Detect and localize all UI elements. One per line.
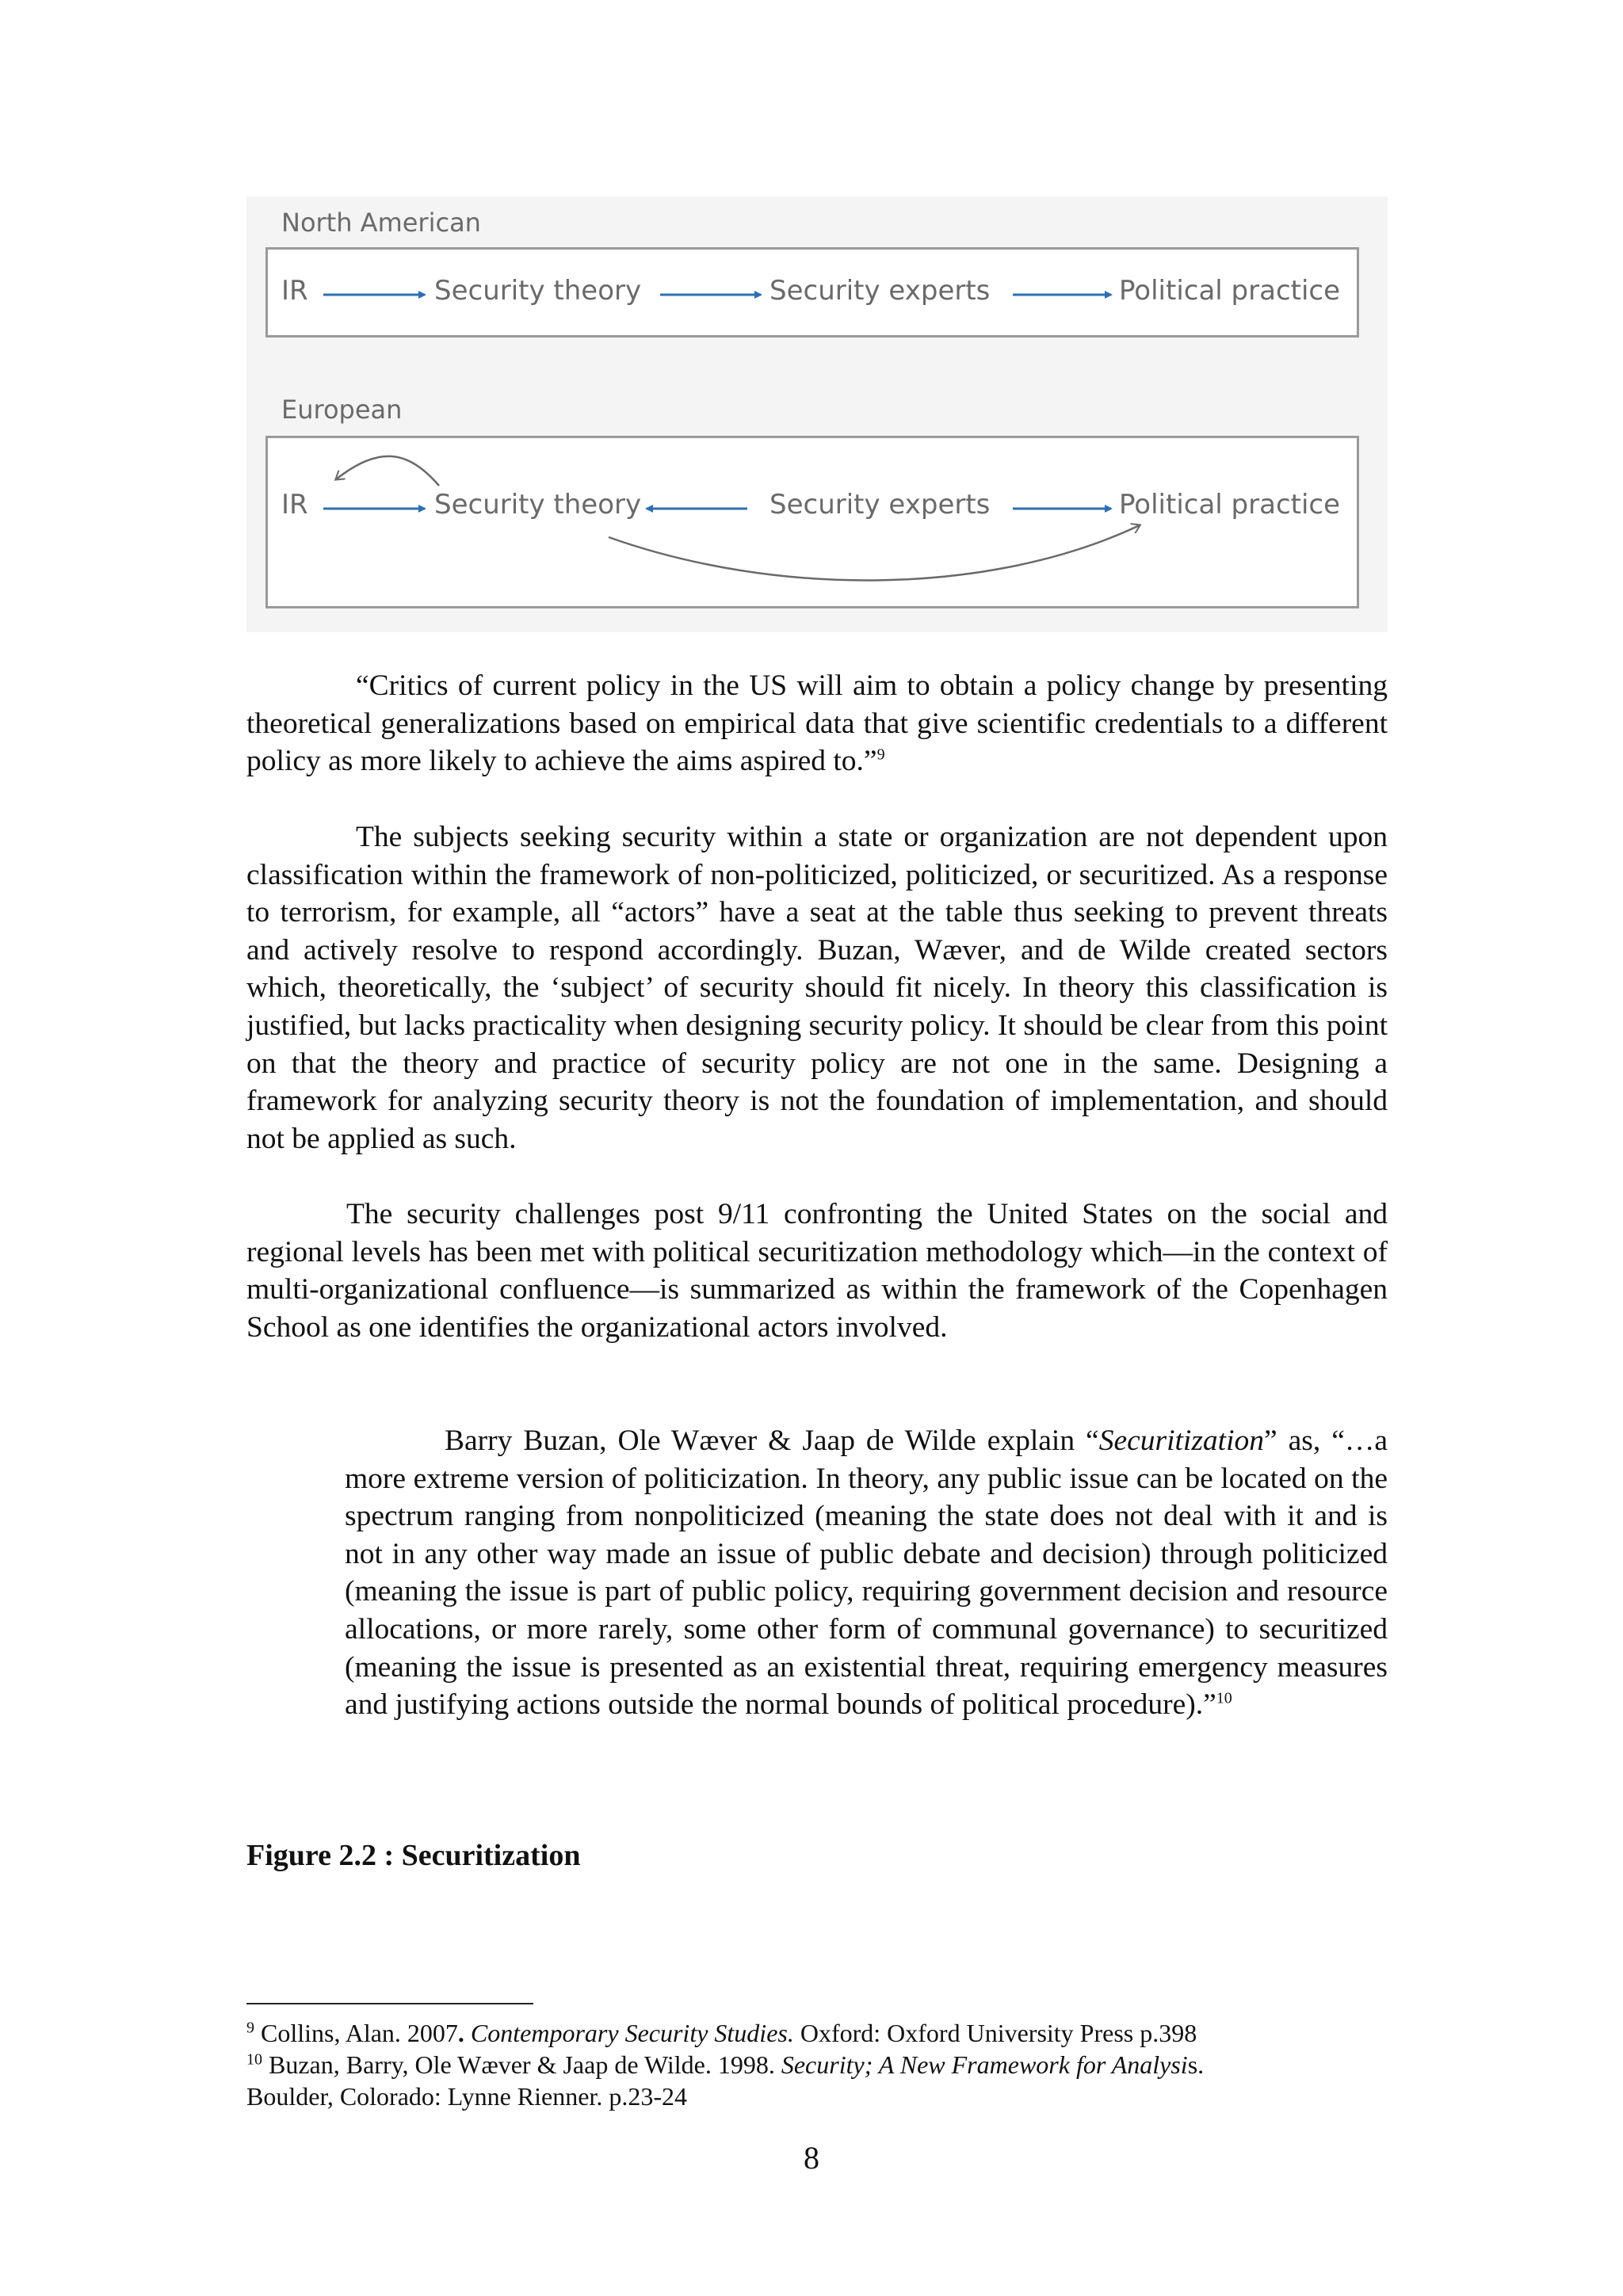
na-arrows [268,250,1361,340]
na-node-ir: IR [281,275,308,307]
na-node-political-practice: Political practice [1119,275,1341,307]
eu-node-ir: IR [281,489,308,521]
block-quote-securitization [345,1422,1388,1724]
quote-term: Securitization [1098,1425,1265,1457]
security-theory-figure [246,196,1388,632]
na-node-security-experts: Security experts [769,275,991,307]
footnote-9-space [464,2019,471,2047]
eu-curve-theory-practice [609,525,1140,581]
paragraph-critics-quote [246,667,1388,780]
na-node-security-theory: Security theory [434,275,642,307]
footnote-ref-10[interactable]: 10 [1216,1689,1232,1707]
footnote-9 [246,2017,1396,2049]
footnote-10-line2: Boulder, Colorado: Lynne Rienner. p.23-24 [246,2082,687,2111]
footnote-10-post: s. [1187,2050,1205,2079]
footnote-9-pre: Collins, Alan. 2007 [261,2019,458,2047]
eu-node-security-theory: Security theory [434,489,642,521]
figure-heading: Figure 2.2 : Securitization [246,1839,581,1872]
paragraph-subjects-security: The subjects seeking security within a state or organization are not dependent upon classification within the framework of non-politicized, politicized, or securitized. As a response to terrorism, for example, all “actors” have a seat at the table thus seeking to prevent threats and actively resolve to respond accordingly. Buzan, Wæver, and de Wilde created sectors which, theoretically, the ‘subject’ of security should fit nicely. In theory this classification is justified, but lacks practicality when designing security policy. It should be clear from this point on that the theory and practice of security policy are not one in the same. Designing a framework for analyzing security theory is not the foundation of implementation, and should not be applied as such. [246,821,1388,1155]
footnote-10-title: Security; A New Framework for Analysi [781,2050,1188,2079]
footnote-ref-9[interactable]: 9 [876,746,885,764]
eu-node-security-experts: Security experts [769,489,991,521]
footnote-9-dot: . [457,2019,464,2047]
paragraph-1-text: “Critics of current policy in the US will aim to obtain a policy change by presenting theoretical generalizations based on empirical data that give scientific credentials to a different policy as more likely to achieve the aims aspired to.” [246,669,1388,778]
page-number: 8 [804,2140,819,2176]
footnote-9-title: Contemporary Security Studies. [470,2019,794,2047]
eu-node-political-practice: Political practice [1119,489,1341,521]
footnote-divider [246,2003,533,2004]
footnote-9-post: Oxford: Oxford University Press p.398 [793,2019,1197,2047]
footnote-9-num: 9 [246,2019,254,2037]
eu-curve-feedback [336,456,439,486]
european-box [265,436,1359,608]
north-american-label: North American [281,208,481,238]
quote-lead: Barry Buzan, Ole Wæver & Jaap de Wilde explain “ [445,1425,1099,1457]
european-label: European [281,395,403,425]
north-american-box [265,247,1359,338]
eu-arrows [268,438,1361,611]
footnote-10-num: 10 [246,2050,262,2069]
paragraph-security-challenges: The security challenges post 9/11 confronting the United States on the social and regional levels has been met with political securitization methodology which—in the context of multi-organizational confluence—is summarized as within the framework of the Copenhagen School as one identifies the organizational actors involved. [246,1198,1388,1344]
quote-rest: ” as, “…a more extreme version of politicization. In theory, any public issue can be located on the spectrum ranging from nonpoliticized (meaning the state does not deal with it and is not in any other way made an issue of public debate and decision) through politicized (meaning the issue is part of public policy, requiring government decision and resource allocations, or more rarely, some other form of communal governance) to securitized (meaning the issue is presented as an existential threat, requiring emergency measures and justifying actions outside the normal bounds of political procedure).” [345,1425,1388,1722]
footnote-10-pre: Buzan, Barry, Ole Wæver & Jaap de Wilde. 1998. [269,2050,781,2079]
footnote-10 [246,2049,1396,2112]
